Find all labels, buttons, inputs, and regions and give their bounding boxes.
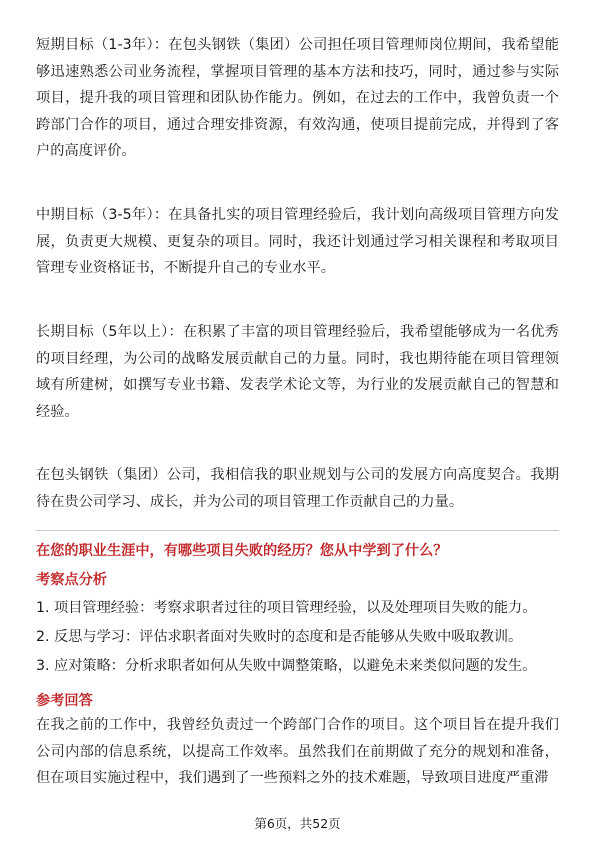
list-item: 2. 反思与学习：评估求职者面对失败时的态度和是否能够从失败中吸取教训。 (36, 629, 523, 645)
section-divider (36, 530, 559, 531)
page-number: 第6页，共52页 (254, 816, 341, 831)
short-term-goal-paragraph: 短期目标（1-3年）：在包头钢铁（集团）公司担任项目管理师岗位期间，我希望能够迅速熟悉公司业务流程，掌握项目管理的基本方法和技巧，同时，通过参与实际项目，提升我的项目管理和团队协作能力。例如，在过去的工作中，我曾负责一个跨部门合作的项目，通过合理安排资源，有效沟通，使项目提前完成，并得到了客户的高度评价。 (36, 37, 559, 159)
mid-term-goal-paragraph: 中期目标（3-5年）：在具备扎实的项目管理经验后，我计划向高级项目管理方向发展，负责更大规模、更复杂的项目。同时，我还计划通过学习相关课程和考取项目管理专业资格证书，不断提升自己的专业水平。 (36, 207, 559, 276)
interview-question: 在您的职业生涯中，有哪些项目失败的经历？您从中学到了什么？ (36, 543, 448, 559)
analysis-heading: 考察点分析 (36, 572, 107, 588)
analysis-list (36, 594, 559, 681)
long-term-goal-paragraph: 长期目标（5年以上）：在积累了丰富的项目管理经验后，我希望能够成为一名优秀的项目经理，为公司的战略发展贡献自己的力量。同时，我也期待能在项目管理领域有所建树，如撰写专业书籍、发表学术论文等，为行业的发展贡献自己的智慧和经验。 (36, 324, 559, 420)
list-item: 1. 项目管理经验：考察求职者过往的项目管理经验，以及处理项目失败的能力。 (36, 600, 537, 616)
list-item: 3. 应对策略：分析求职者如何从失败中调整策略，以避免未来类似问题的发生。 (36, 658, 537, 674)
answer-heading: 参考回答 (36, 693, 93, 709)
answer-paragraph: 在我之前的工作中，我曾经负责过一个跨部门合作的项目。这个项目旨在提升我们公司内部的信息系统，以提高工作效率。虽然我们在前期做了充分的规划和准备，但在项目实施过程中，我们遇到了一些预料之外的技术难题，导致项目进度严重滞 (36, 717, 559, 786)
conclusion-paragraph: 在包头钢铁（集团）公司，我相信我的职业规划与公司的发展方向高度契合。我期待在贵公司学习、成长，并为公司的项目管理工作贡献自己的力量。 (36, 467, 559, 510)
